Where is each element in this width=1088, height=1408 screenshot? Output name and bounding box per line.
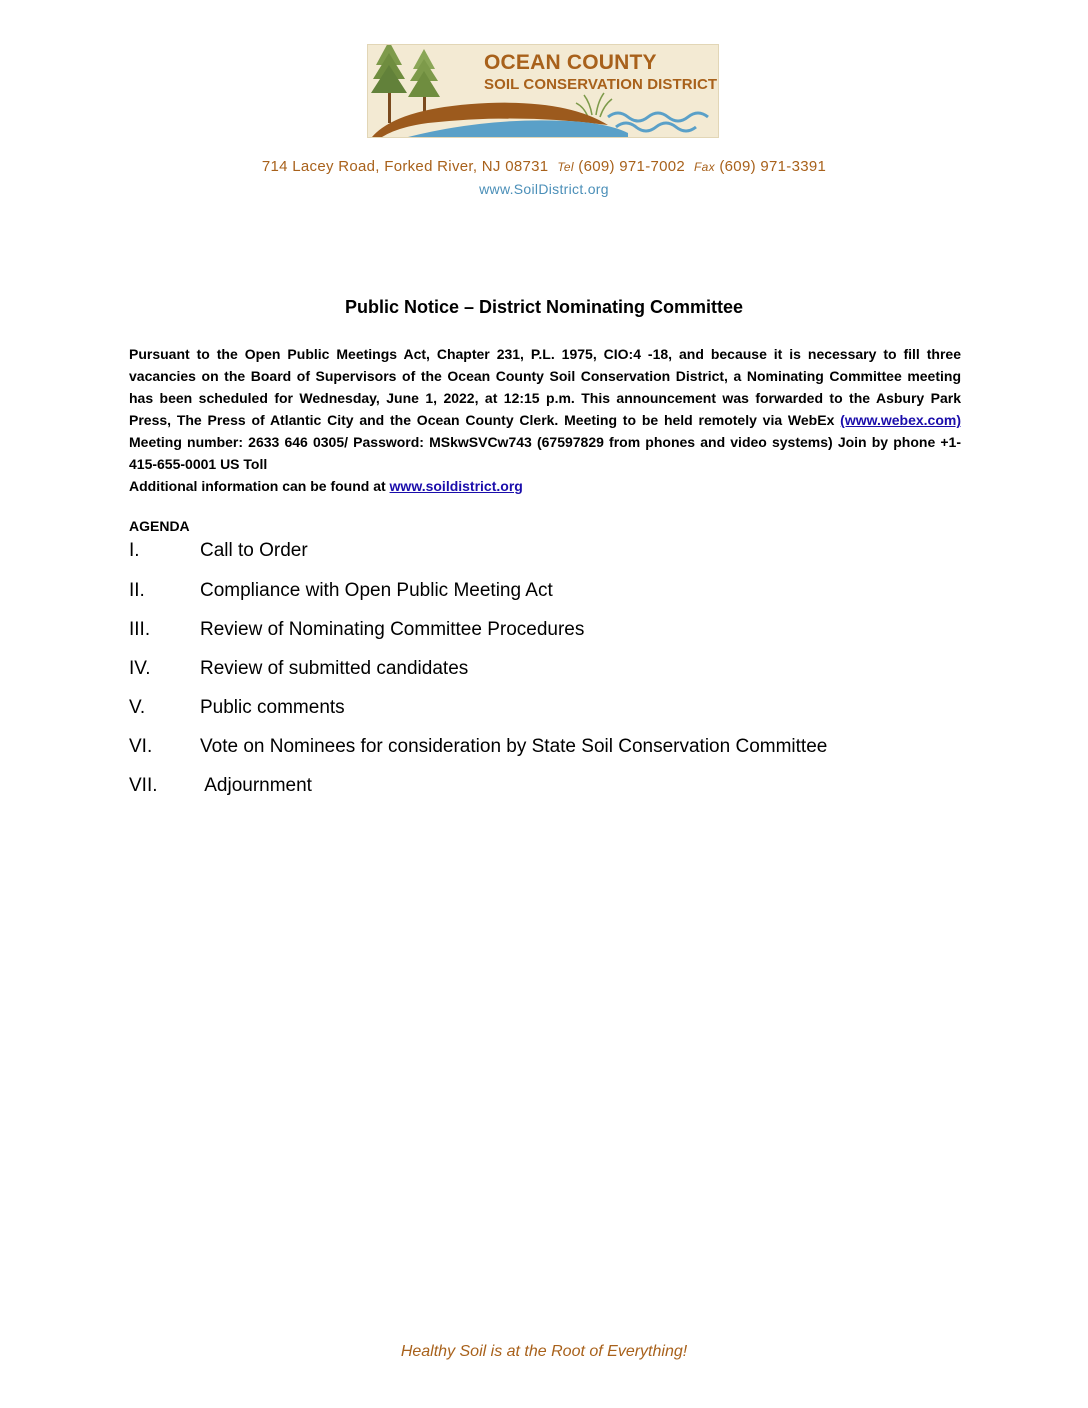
waves-graphic — [608, 113, 708, 131]
soildistrict-link[interactable]: www.soildistrict.org — [389, 478, 523, 494]
agenda-item — [129, 658, 468, 680]
logo-subtitle: SOIL CONSERVATION DISTRICT — [484, 76, 718, 93]
agenda-item-number: VI. — [129, 736, 153, 757]
agenda-item-number: VII. — [129, 775, 158, 796]
tel-label: Tel — [557, 160, 574, 174]
notice-text-part1: Pursuant to the Open Public Meetings Act, Chapter 231, P.L. 1975, CIO:4 -18, and because it is necessary to fill three vacancies on the Board of Supervisors of the Ocean County Soil Conservation District, a Nominating Committee meeting has been scheduled for Wednesday, June 1, 2022, at 12:15 p.m. This announcement was forwarded to the Asbury Park Press, The Press of Atlantic City and the Ocean County Clerk. Meeting to be held remotely via WebEx — [129, 346, 961, 428]
agenda-item-text: Call to Order — [200, 540, 308, 561]
agenda-item — [129, 697, 345, 719]
agenda-heading: AGENDA — [129, 518, 190, 534]
agenda-item-text: Review of Nominating Committee Procedures — [200, 619, 585, 640]
agenda-item — [129, 619, 584, 641]
agenda-item-text: Compliance with Open Public Meeting Act — [200, 580, 553, 601]
webex-link[interactable]: (www.webex.com) — [840, 412, 961, 428]
letterhead-address — [0, 158, 1088, 175]
agenda-item-text: Vote on Nominees for consideration by State Soil Conservation Committee — [200, 736, 828, 757]
letterhead-website: www.SoilDistrict.org — [479, 181, 609, 197]
page-title: Public Notice – District Nominating Committee — [344, 297, 744, 317]
fax-number: (609) 971-3391 — [719, 158, 827, 175]
agenda-item-text: Public comments — [200, 697, 345, 718]
tel-number: (609) 971-7002 — [578, 158, 686, 175]
agenda-item — [129, 736, 827, 758]
district-logo — [367, 44, 719, 138]
agenda-item-number: II. — [129, 580, 145, 601]
agenda-item — [129, 580, 553, 602]
agenda-item-number: IV. — [129, 658, 151, 679]
logo-title: OCEAN COUNTY — [484, 51, 657, 74]
agenda-item-text: Review of submitted candidates — [200, 658, 469, 679]
additional-info — [129, 475, 961, 497]
agenda-item — [129, 775, 312, 797]
fax-label: Fax — [694, 160, 715, 174]
additional-info-label: Additional information can be found at — [129, 478, 390, 494]
notice-paragraph — [129, 343, 961, 475]
agenda-item-text: Adjournment — [200, 775, 312, 796]
street-address: 714 Lacey Road, Forked River, NJ 08731 — [261, 158, 549, 175]
agenda-item-number: I. — [129, 540, 140, 561]
agenda-item-number: V. — [129, 697, 146, 718]
footer-tagline: Healthy Soil is at the Root of Everything! — [400, 1343, 688, 1360]
agenda-item — [129, 540, 308, 562]
notice-text-part2: Meeting number: 2633 646 0305/ Password: MSkwSVCw743 (67597829 from phones and video systems) Join by phone +1-415-655-0001 US Toll — [129, 434, 961, 472]
agenda-item-number: III. — [129, 619, 151, 640]
